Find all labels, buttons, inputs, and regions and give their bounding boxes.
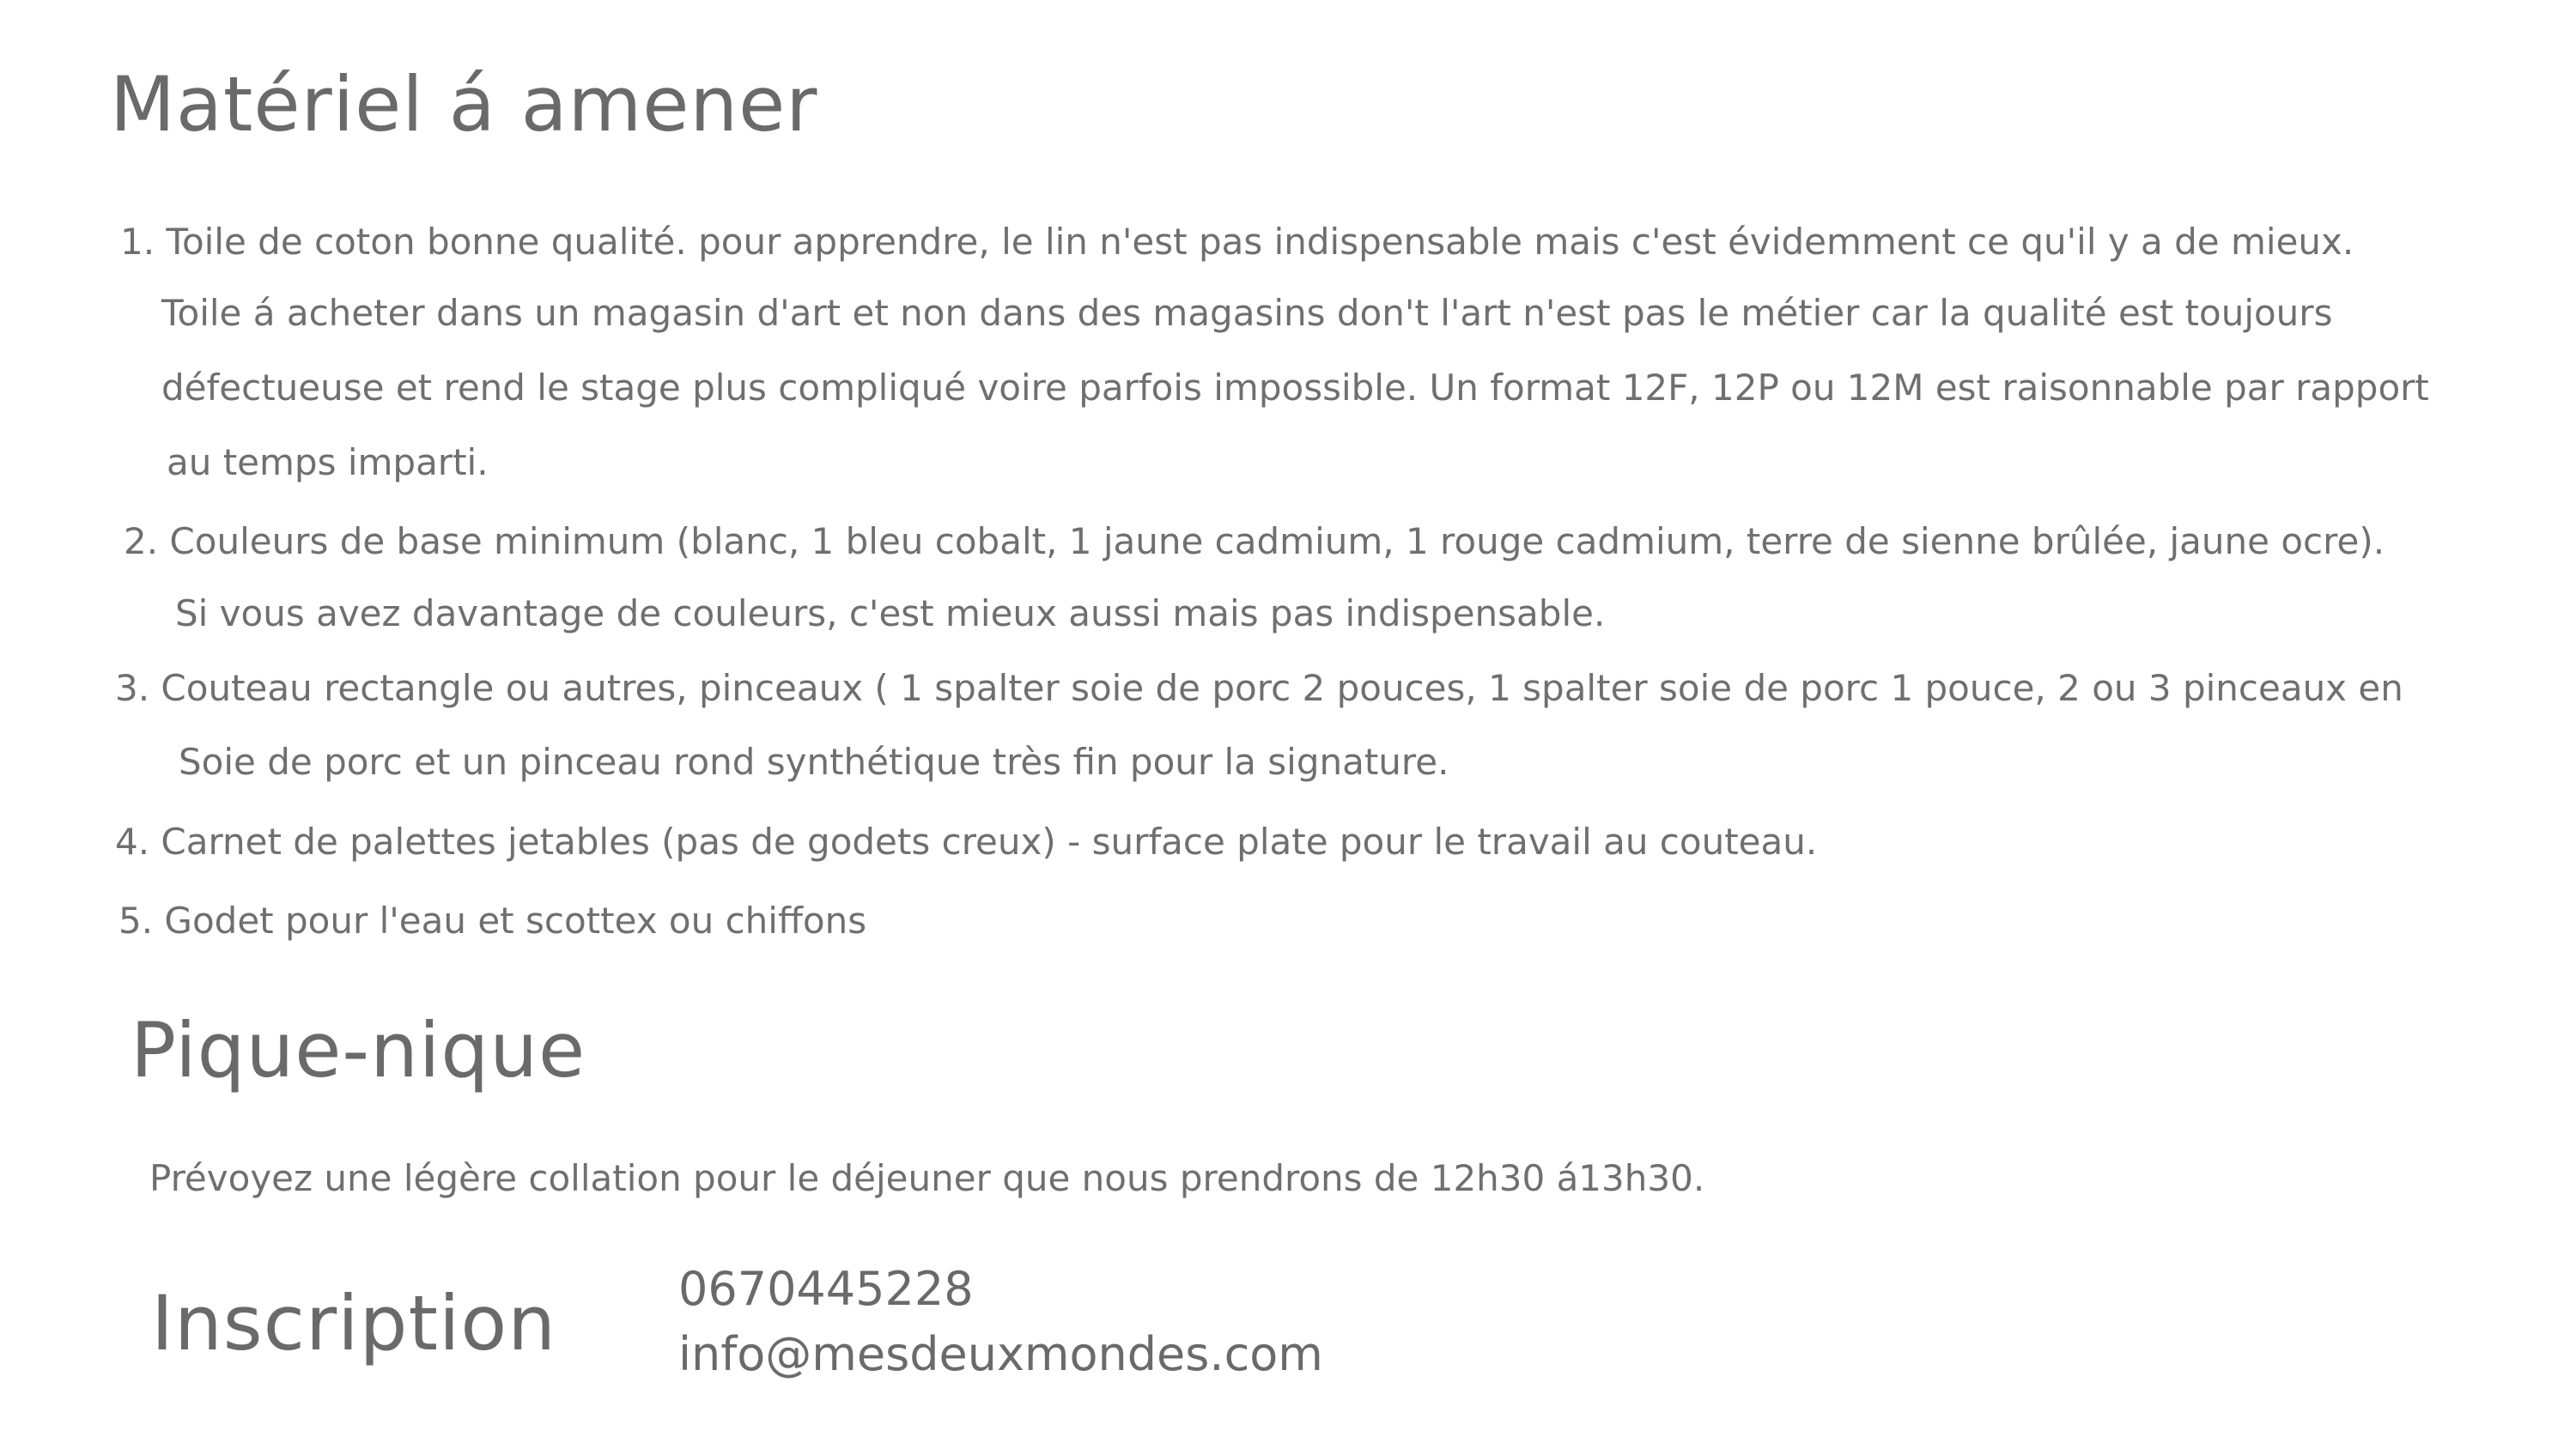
materiel-title: Matériel á amener — [110, 60, 818, 149]
list-item-1-line-2: Toile á acheter dans un magasin d'art et non dans des magasins don't l'art n'est pas le métier car la qualité est toujours — [161, 292, 2333, 334]
piquenique-title: Pique-nique — [131, 1006, 586, 1094]
inscription-title: Inscription — [151, 1279, 557, 1367]
list-item-2-line-2: Si vous avez davantage de couleurs, c'est mieux aussi mais pas indispensable. — [175, 592, 1606, 634]
list-item-1-line-1: 1. Toile de coton bonne qualité. pour apprendre, le lin n'est pas indispensable mais c'est évidemment ce qu'il y a de mieux. — [120, 221, 2354, 263]
list-item-3-line-2: Soie de porc et un pinceau rond synthétique très fin pour la signature. — [179, 741, 1449, 783]
list-item-3-line-1: 3. Couteau rectangle ou autres, pinceaux ( 1 spalter soie de porc 2 pouces, 1 spalter soie de porc 1 pouce, 2 ou 3 pinceaux en — [115, 667, 2403, 709]
phone-number: 0670445228 — [678, 1262, 974, 1316]
piquenique-text: Prévoyez une légère collation pour le déjeuner que nous prendrons de 12h30 á13h30. — [149, 1157, 1705, 1199]
list-item-5: 5. Godet pour l'eau et scottex ou chiffons — [118, 900, 867, 942]
email-address: info@mesdeuxmondes.com — [678, 1327, 1323, 1381]
list-item-4: 4. Carnet de palettes jetables (pas de godets creux) - surface plate pour le travail au couteau. — [115, 821, 1818, 863]
list-item-1-line-3: défectueuse et rend le stage plus compliqué voire parfois impossible. Un format 12F, 12P ou 12M est raisonnable par rapport — [161, 367, 2429, 409]
list-item-1-line-4: au temps imparti. — [167, 441, 489, 483]
list-item-2-line-1: 2. Couleurs de base minimum (blanc, 1 bleu cobalt, 1 jaune cadmium, 1 rouge cadmium, terre de sienne brûlée, jaune ocre). — [124, 520, 2385, 562]
